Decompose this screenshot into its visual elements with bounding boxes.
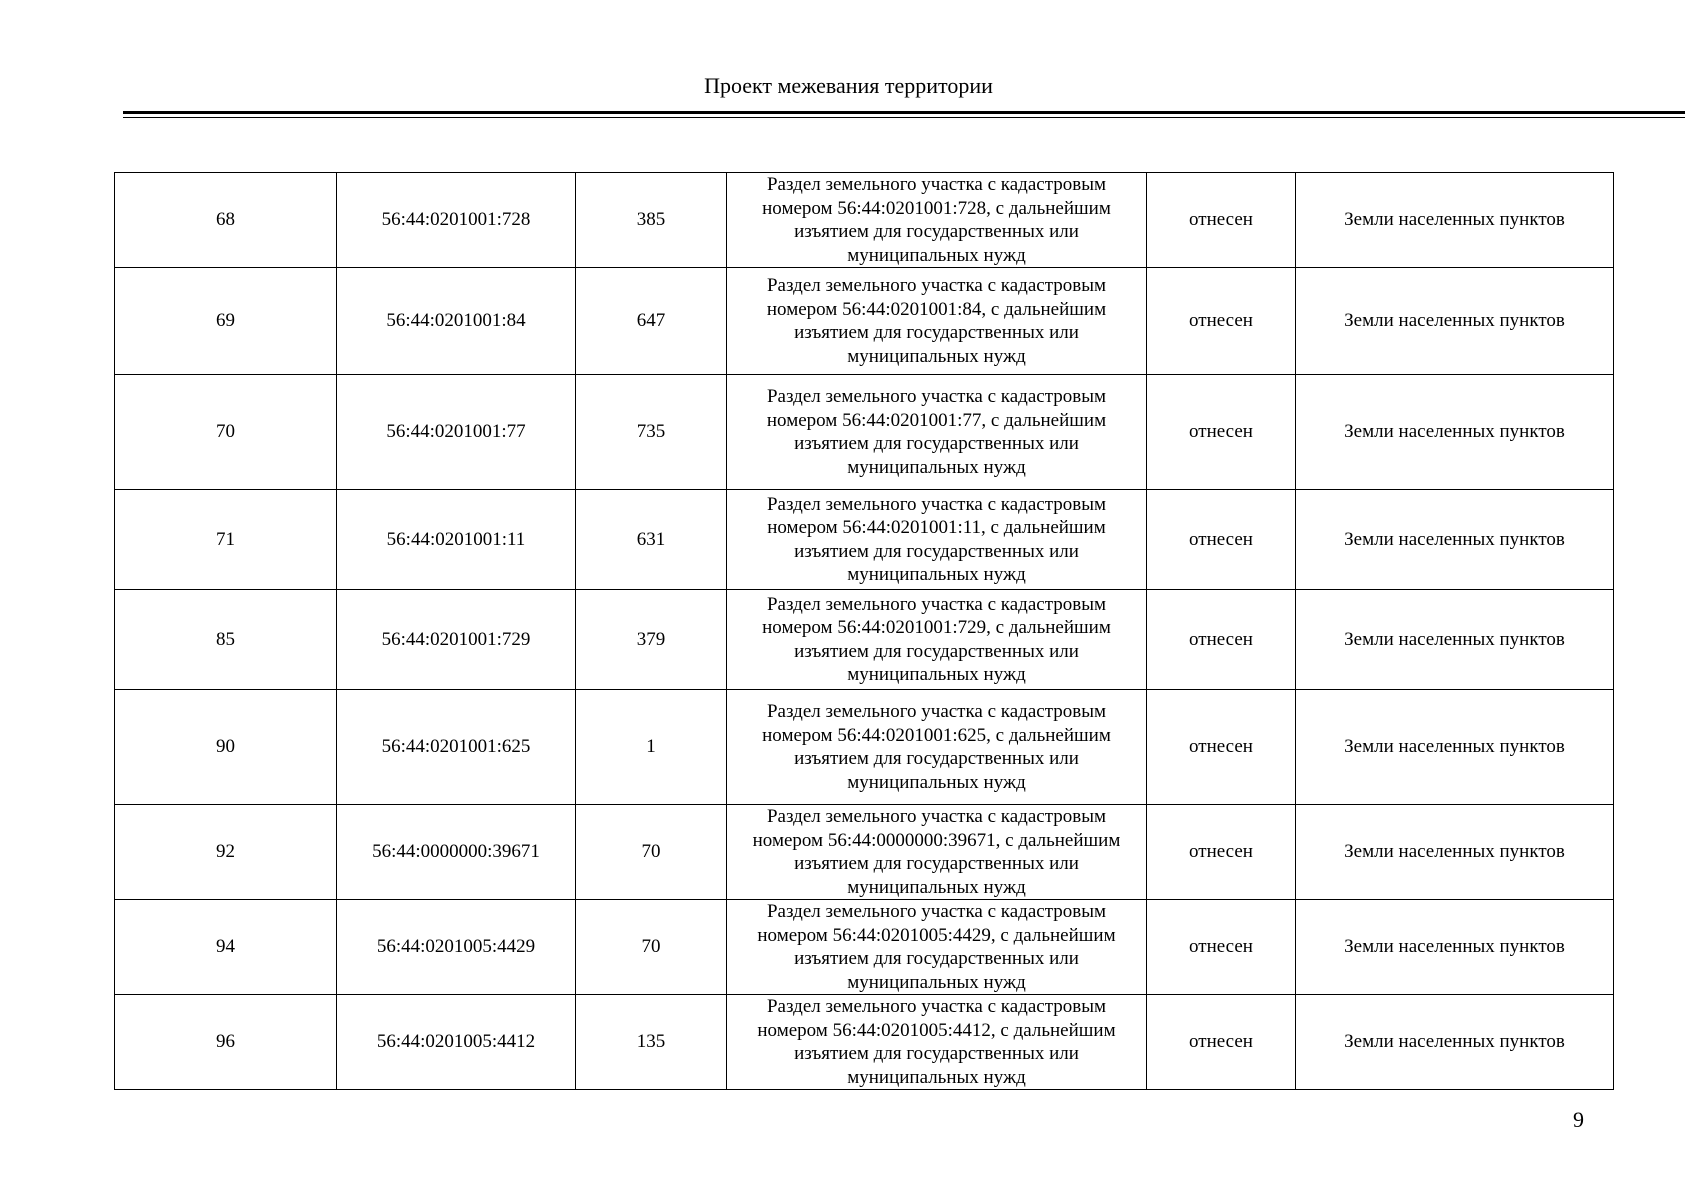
table-row xyxy=(115,375,1614,490)
description-line: муниципальных нужд xyxy=(847,876,1026,898)
cell-number: 90 xyxy=(115,690,337,805)
cell-number: 94 xyxy=(115,900,337,995)
cell-description xyxy=(727,690,1147,805)
table-row xyxy=(115,173,1614,268)
description-line: номером 56:44:0201001:625, с дальнейшим xyxy=(762,724,1111,746)
cell-area: 70 xyxy=(576,900,727,995)
cell-status: отнесен xyxy=(1147,590,1296,690)
table-row xyxy=(115,490,1614,590)
cell-number: 70 xyxy=(115,375,337,490)
cell-number: 96 xyxy=(115,995,337,1090)
description-line: изъятием для государственных или xyxy=(794,948,1079,969)
cell-land-category: Земли населенных пунктов xyxy=(1296,490,1614,590)
cell-land-category: Земли населенных пунктов xyxy=(1296,690,1614,805)
cell-area: 135 xyxy=(576,995,727,1090)
table-row xyxy=(115,690,1614,805)
cell-description xyxy=(727,805,1147,900)
cell-status: отнесен xyxy=(1147,690,1296,805)
cell-status: отнесен xyxy=(1147,490,1296,590)
description-line: Раздел земельного участка с кадастровым xyxy=(766,806,1106,827)
description-line: Раздел земельного участка с кадастровым xyxy=(766,701,1106,722)
cell-area: 70 xyxy=(576,805,727,900)
cell-status: отнесен xyxy=(1147,900,1296,995)
description-line: Раздел земельного участка с кадастровым xyxy=(766,174,1106,195)
cell-status: отнесен xyxy=(1147,805,1296,900)
cell-cadastral-number: 56:44:0201001:77 xyxy=(337,375,576,490)
description-line: муниципальных нужд xyxy=(847,564,1026,585)
description-line: муниципальных нужд xyxy=(847,771,1026,793)
description-line: номером 56:44:0201001:729, с дальнейшим xyxy=(762,617,1111,638)
cell-description xyxy=(727,490,1147,590)
cell-cadastral-number: 56:44:0201001:625 xyxy=(337,690,576,805)
description-line: Раздел земельного участка с кадастровым xyxy=(766,901,1106,922)
cell-number: 92 xyxy=(115,805,337,900)
table-row xyxy=(115,805,1614,900)
cell-cadastral-number: 56:44:0201001:729 xyxy=(337,590,576,690)
description-line: номером 56:44:0000000:39671, с дальнейшим xyxy=(752,829,1121,851)
cell-cadastral-number: 56:44:0201001:728 xyxy=(337,173,576,268)
cell-cadastral-number: 56:44:0201001:11 xyxy=(337,490,576,590)
cell-cadastral-number: 56:44:0201005:4412 xyxy=(337,995,576,1090)
cell-land-category: Земли населенных пунктов xyxy=(1296,173,1614,268)
description-line: муниципальных нужд xyxy=(847,971,1026,993)
cell-area: 735 xyxy=(576,375,727,490)
cell-status: отнесен xyxy=(1147,173,1296,268)
description-line: муниципальных нужд xyxy=(847,456,1026,478)
description-line: изъятием для государственных или xyxy=(794,322,1079,343)
description-line: Раздел земельного участка с кадастровым xyxy=(766,593,1106,615)
cell-area: 1 xyxy=(576,690,727,805)
description-line: номером 56:44:0201001:84, с дальнейшим xyxy=(766,298,1107,320)
cell-land-category: Земли населенных пунктов xyxy=(1296,900,1614,995)
description-line: изъятием для государственных или xyxy=(794,1043,1079,1064)
cell-land-category: Земли населенных пунктов xyxy=(1296,805,1614,900)
description-line: номером 56:44:0201005:4429, с дальнейшим xyxy=(757,924,1116,946)
description-line: Раздел земельного участка с кадастровым xyxy=(766,493,1106,515)
cell-cadastral-number: 56:44:0201005:4429 xyxy=(337,900,576,995)
description-line: муниципальных нужд xyxy=(847,244,1026,266)
table-row xyxy=(115,590,1614,690)
cell-cadastral-number: 56:44:0201001:84 xyxy=(337,268,576,375)
cell-description xyxy=(727,375,1147,490)
cell-status: отнесен xyxy=(1147,268,1296,375)
cell-land-category: Земли населенных пунктов xyxy=(1296,268,1614,375)
header-rule-thick xyxy=(123,111,1685,114)
header-rule-thin xyxy=(123,117,1685,118)
table-row xyxy=(115,900,1614,995)
cell-area: 647 xyxy=(576,268,727,375)
description-line: номером 56:44:0201001:77, с дальнейшим xyxy=(766,409,1107,431)
cell-description xyxy=(727,995,1147,1090)
description-line: изъятием для государственных или xyxy=(794,748,1079,769)
cell-land-category: Земли населенных пунктов xyxy=(1296,375,1614,490)
cell-status: отнесен xyxy=(1147,995,1296,1090)
description-line: муниципальных нужд xyxy=(847,664,1026,685)
description-line: изъятием для государственных или xyxy=(794,540,1079,562)
description-line: Раздел земельного участка с кадастровым xyxy=(766,275,1106,296)
page-number: 9 xyxy=(1573,1107,1584,1132)
description-line: номером 56:44:0201001:728, с дальнейшим xyxy=(762,197,1111,219)
cell-land-category: Земли населенных пунктов xyxy=(1296,590,1614,690)
table-row xyxy=(115,268,1614,375)
cell-land-category: Земли населенных пунктов xyxy=(1296,995,1614,1090)
description-line: Раздел земельного участка с кадастровым xyxy=(766,996,1106,1017)
cell-area: 631 xyxy=(576,490,727,590)
description-line: номером 56:44:0201005:4412, с дальнейшим xyxy=(757,1019,1116,1041)
cell-description xyxy=(727,173,1147,268)
description-line: изъятием для государственных или xyxy=(794,221,1079,242)
cell-description xyxy=(727,590,1147,690)
description-line: номером 56:44:0201001:11, с дальнейшим xyxy=(767,517,1106,538)
page-header-title: Проект межевания территории xyxy=(704,73,993,98)
cell-area: 385 xyxy=(576,173,727,268)
land-parcels-table xyxy=(114,172,1614,1090)
cell-description xyxy=(727,900,1147,995)
description-line: изъятием для государственных или xyxy=(794,640,1079,662)
cell-area: 379 xyxy=(576,590,727,690)
cell-number: 71 xyxy=(115,490,337,590)
cell-number: 69 xyxy=(115,268,337,375)
cell-cadastral-number: 56:44:0000000:39671 xyxy=(337,805,576,900)
description-line: муниципальных нужд xyxy=(847,345,1026,367)
cell-status: отнесен xyxy=(1147,375,1296,490)
cell-number: 68 xyxy=(115,173,337,268)
description-line: изъятием для государственных или xyxy=(794,853,1079,874)
description-line: изъятием для государственных или xyxy=(794,433,1079,454)
description-line: Раздел земельного участка с кадастровым xyxy=(766,386,1106,407)
description-line: муниципальных нужд xyxy=(847,1066,1026,1088)
cell-description xyxy=(727,268,1147,375)
table-row xyxy=(115,995,1614,1090)
cell-number: 85 xyxy=(115,590,337,690)
